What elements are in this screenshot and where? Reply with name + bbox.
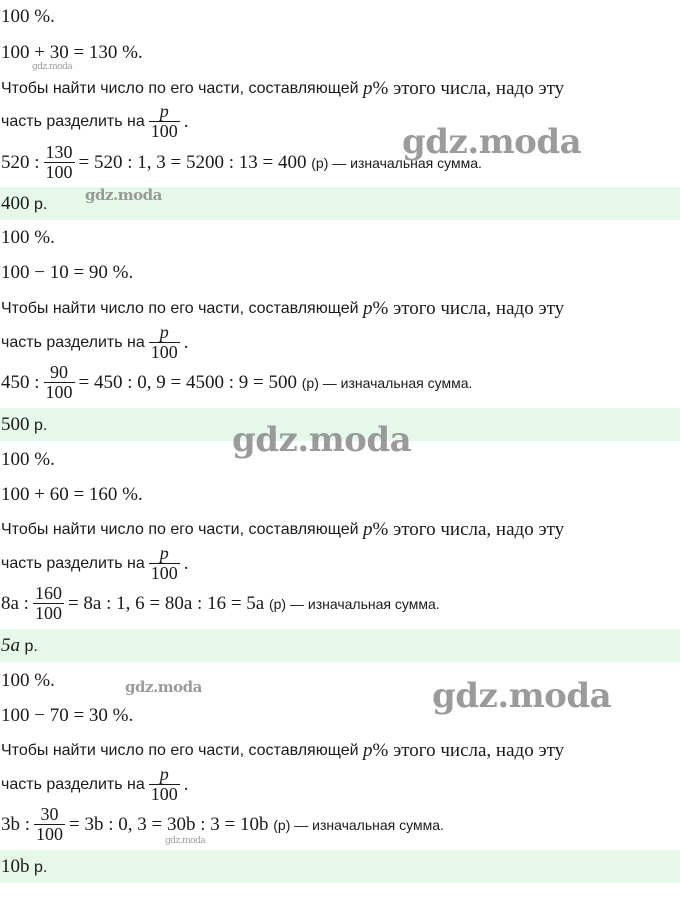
calc-line: 450 : $\frac{90}{100}$ = 450 : 0, 9 = 4500 : 9 = 500 (р) — изначальная сумма. [1,362,473,402]
rule-line-2: часть разделить на $\frac{p}{100}$ . [1,101,189,141]
watermark-logo: gdz.moda [85,186,162,204]
rule-line: Чтобы найти число по его части, составляющей p % этого числа, надо эту [1,519,565,540]
fraction-p-100: $\frac{p}{100}$ [150,764,178,804]
change-line: 100 − 70 = 30 %. [1,705,134,726]
answer-row: 10b р. [0,850,680,883]
watermark-logo: gdz.moda [125,678,202,696]
base-line: 100 %. [1,6,55,27]
change-line: 100 + 60 = 160 %. [1,484,143,505]
rule-line-2: часть разделить на $\frac{p}{100}$ . [1,322,189,362]
fraction: $\frac{160}{100}$ [34,583,62,623]
watermark-logo: gdz.moda [232,420,412,460]
fraction: $\frac{30}{100}$ [36,804,64,844]
watermark-logo: gdz.moda [402,122,582,162]
rule-line-2: часть разделить на $\frac{p}{100}$ . [1,543,189,583]
fraction-p-100: $\frac{p}{100}$ [150,543,178,583]
change-line: 100 − 10 = 90 %. [1,262,134,283]
watermark-logo: gdz.moda [432,676,612,716]
calc-line: 8a : $\frac{160}{100}$ = 8a : 1, 6 = 80a : 16 = 5a (р) — изначальная сумма. [1,583,440,623]
base-line: 100 %. [1,449,55,470]
answer-row: 400 р. [0,187,680,220]
answer-row: 500 р. [0,408,680,441]
fraction: $\frac{130}{100}$ [45,142,73,182]
fraction-p-100: $\frac{p}{100}$ [150,101,178,141]
base-line: 100 %. [1,670,55,691]
rule-line: Чтобы найти число по его части, составляющей p % этого числа, надо эту [1,740,565,761]
watermark-logo: gdz.moda [165,836,206,846]
base-line: 100 %. [1,227,55,248]
calc-line: 520 : $\frac{130}{100}$ = 520 : 1, 3 = 5200 : 13 = 400 (р) — изначальная сумма. [1,142,482,182]
fraction: $\frac{90}{100}$ [45,362,73,402]
rule-line: Чтобы найти число по его части, составляющей p % этого числа, надо эту [1,298,565,319]
answer-row: 5a р. [0,629,680,662]
calc-line: 3b : $\frac{30}{100}$ = 3b : 0, 3 = 30b : 3 = 10b (р) — изначальная сумма. [1,804,444,844]
rule-line-2: часть разделить на $\frac{p}{100}$ . [1,764,189,804]
change-line: 100 + 30 = 130 %. [1,42,143,63]
rule-line: Чтобы найти число по его части, составляющей p % этого числа, надо эту [1,78,565,99]
watermark-logo: gdz.moda [32,62,73,72]
fraction-p-100: $\frac{p}{100}$ [150,322,178,362]
